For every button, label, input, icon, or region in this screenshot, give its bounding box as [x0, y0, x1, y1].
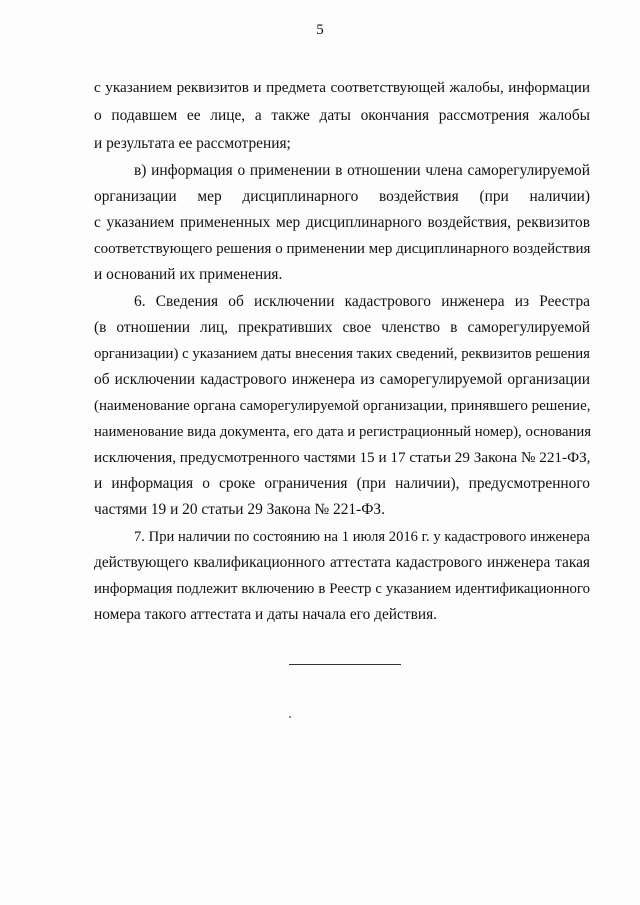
text-line: и результата ее рассмотрения;: [94, 135, 291, 152]
text-line: и оснований их применения.: [94, 266, 283, 283]
text-line: наименование вида документа, его дата и регистрационный номер), основания: [94, 424, 592, 440]
text-line: организации) с указанием даты внесения таких сведений, реквизитов решения: [94, 346, 590, 362]
text-line: о подавшем ее лице, а также даты окончания рассмотрения жалобы: [94, 107, 590, 124]
text-line: (в отношении лиц, прекративших свое членство в саморегулируемой: [94, 319, 590, 336]
text-line: в) информация о применении в отношении члена саморегулируемой: [134, 162, 590, 179]
text-line: организации мер дисциплинарного воздействия (при наличии): [94, 188, 590, 205]
text-line: частями 19 и 20 статьи 29 Закона № 221-ФЗ.: [94, 501, 385, 518]
text-line: с указанием реквизитов и предмета соответствующей жалобы, информации: [94, 79, 590, 96]
text-line: (наименование органа саморегулируемой организации, принявшего решение,: [94, 398, 591, 414]
page-number: 5: [316, 22, 324, 38]
text-line: об исключении кадастрового инженера из саморегулируемой организации: [94, 371, 590, 388]
text-line: с указанием примененных мер дисциплинарного воздействия, реквизитов: [94, 214, 590, 231]
text-line: соответствующего решения о применении мер дисциплинарного воздействия: [94, 241, 591, 257]
scan-speck: [289, 716, 291, 718]
text-line: 7. При наличии по состоянию на 1 июля 2016 г. у кадастрового инженера: [134, 529, 590, 545]
text-line: информация подлежит включению в Реестр с указанием идентификационного: [94, 581, 590, 597]
text-line: действующего квалификационного аттестата кадастрового инженера такая: [94, 554, 590, 571]
text-line: 6. Сведения об исключении кадастрового инженера из Реестра: [134, 293, 590, 310]
text-line: и информация о сроке ограничения (при наличии), предусмотренного: [94, 475, 590, 492]
text-line: исключения, предусмотренного частями 15 и 17 статьи 29 Закона № 221-ФЗ,: [94, 449, 591, 466]
text-line: номера такого аттестата и даты начала его действия.: [94, 606, 438, 623]
end-separator-line: [289, 664, 401, 665]
